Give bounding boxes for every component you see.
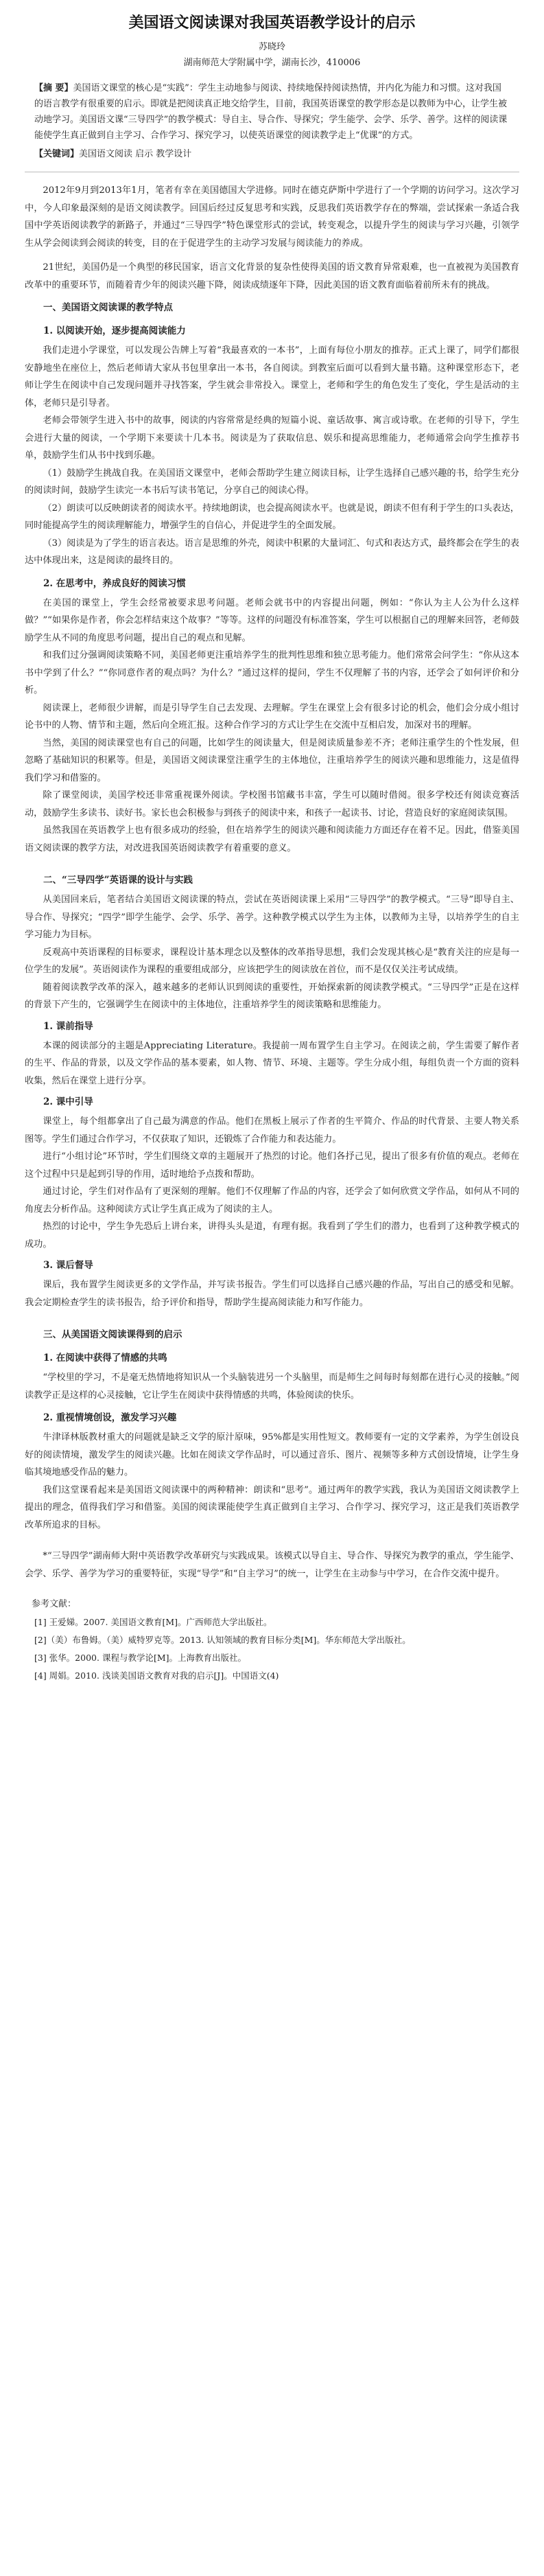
body-paragraph: 从美国回来后，笔者结合美国语文阅读课的特点，尝试在英语阅读课上采用“三导四学”的教学模式。“三导”即导自主、导合作、导探究；“四学”即学生能学、会学、乐学、善学。这种教学模式以学生为主体，以教师为主导，以培养学生的自主学习能力为目标。 — [25, 895, 519, 940]
article-title: 美国语文阅读课对我国英语教学设计的启示 — [128, 14, 416, 32]
footnote-text: *“三导四学”湖南师大附中英语教学改革研究与实践成果。该模式以导自主、导合作、导探究为教学的重点，学生能学、会学、乐学、善学为学习的重要特征，实现“导学”和“自主学习”的统一，让学生在主动参与中学习，在合作交流中提升。 — [25, 1551, 519, 1579]
body-paragraph: 随着阅读教学改革的深入，越来越多的老师认识到阅读的重要性，开始探索新的阅读教学模式。“三导四学”正是在这样的背景下产生的，它强调学生在阅读中的主体地位，注重培养学生的阅读策略和思维能力。 — [25, 982, 519, 1010]
references-list — [25, 1613, 519, 1685]
abstract-tag: 【摘 要】 — [34, 83, 73, 93]
subsection-heading: 1. 在阅读中获得了情感的共鸣 — [43, 1353, 167, 1364]
reference-item: [2]（美）布鲁姆。（美）威特罗克等。2013. 认知领域的教育目标分类[M]。华东师范大学出版社。 — [34, 1635, 411, 1645]
body-paragraph: “学校里的学习，不是毫无热情地将知识从一个头脑装进另一个头脑里，而是师生之间每时每刻都在进行心灵的接触。”阅读教学正是这样的心灵接触，它让学生在阅读中获得情感的共鸣，体验阅读的快乐。 — [25, 1372, 519, 1401]
body-paragraph: 反观高中英语课程的目标要求，课程设计基本理念以及整体的改革指导思想，我们会发现其核心是“教育关注的应是每一位学生的发展”。英语阅读作为课程的重要组成部分，应该把学生的阅读放在首位，而不是仅仅关注考试成绩。 — [25, 947, 519, 975]
keywords-tag: 【关键词】 — [34, 149, 80, 159]
subsection-heading: 2. 重视情境创设，激发学习兴趣 — [43, 1412, 177, 1423]
body-paragraph: 进行“小组讨论”环节时，学生们围绕文章的主题展开了热烈的讨论。他们各抒己见，提出了很多有价值的观点。老师在这个过程中只是起到引导的作用，适时地给予点拨和帮助。 — [25, 1151, 519, 1180]
reference-item: [3] 张华。2000. 课程与教学论[M]。上海教育出版社。 — [34, 1653, 246, 1663]
subsection-heading: 1. 课前指导 — [43, 1020, 93, 1032]
intro-paragraph: 2012年9月到2013年1月，笔者有幸在美国德国大学进修。同时在德克萨斯中学进行了一个学期的访问学习。这次学习中，今人印象最深刻的是语文阅读教学。回国后经过反复思考和实践，反思我们英语教学存在的弊端，尝试探索一条适合我国中学英语阅读教学的新路子，并通过“三导四学”特色课堂形式的尝试，转变观念，以提升学生的阅读与学习兴趣，引领学生从学会阅读到会阅读的转变，目的在于促进学生的主动学习发展与阅读能力的养成。 — [25, 185, 519, 249]
section-heading: 二、“三导四学”英语课的设计与实践 — [43, 875, 193, 886]
section-2 — [25, 871, 519, 1311]
section-1 — [25, 298, 519, 857]
body-paragraph: （3）阅读是为了学生的语言表达。语言是思维的外壳，阅读中积累的大量词汇、句式和表达方式，最终都会在学生的表达中体现出来，这是阅读的最终目的。 — [25, 538, 519, 566]
keywords — [34, 146, 510, 162]
affiliation: 湖南师范大学附属中学，湖南长沙，410006 — [183, 58, 361, 68]
intro-paragraph: 21世纪，美国仍是一个典型的移民国家，语言文化背景的复杂性使得美国的语文教育异常艰难，也一直被视为美国教育改革中的重要环节，而随着青少年的阅读兴趣下降，阅读成绩逐年下降，因此美国的语文教育面临着前所未有的挑战。 — [25, 262, 519, 290]
body-paragraph: 老师会带领学生进入书中的故事，阅读的内容常常是经典的短篇小说、童话故事、寓言或诗歌。在老师的引导下，学生会进行大量的阅读，一个学期下来要读十几本书。阅读是为了获取信息、娱乐和提高思维能力，老师通常会向学生推荐书单，鼓励学生们从书中找到乐趣。 — [25, 415, 519, 461]
subsection-heading: 3. 课后督导 — [43, 1260, 93, 1271]
subsection-heading: 2. 课中引导 — [43, 1096, 93, 1107]
body-paragraph: （1）鼓励学生挑战自我。在美国语文课堂中，老师会帮助学生建立阅读目标，让学生选择自己感兴趣的书，给学生充分的阅读时间，鼓励学生读完一本书后写读书笔记，分享自己的阅读心得。 — [25, 468, 519, 496]
body-paragraph: （2）朗读可以反映朗读者的阅读水平。持续地朗读，也会提高阅读水平。也就是说，朗读不但有利于学生的口头表达，同时能提高学生的阅读理解能力，增强学生的自信心，并促进学生的全面发展。 — [25, 503, 519, 531]
subsection-heading: 2. 在思考中，养成良好的阅读习惯 — [43, 577, 186, 589]
body-paragraph: 当然，美国的阅读课堂也有自己的问题，比如学生的阅读量大，但是阅读质量参差不齐；老师注重学生的个性发展，但忽略了基础知识的积累等。但是，美国语文阅读课堂注重学生的主体地位，注重培养学生的阅读兴趣和思维能力，这是值得我们学习和借鉴的。 — [25, 737, 519, 783]
reference-item: [1] 王爱娣。2007. 美国语文教育[M]。广西师范大学出版社。 — [34, 1617, 272, 1627]
abstract-block — [34, 80, 510, 162]
section-3 — [25, 1325, 519, 1534]
body-paragraph: 我们走进小学课堂，可以发现公告牌上写着“我最喜欢的一本书”，上面有每位小朋友的推荐。正式上课了，同学们都很安静地坐在座位上，然后老师请大家从书包里拿出一本书，各自阅读。到教室后面可以看到大量书籍。这种课堂形态下，老师让学生在阅读中自己发现问题并寻找答案，学生就会非常投入。课堂上，老师和学生的角色发生了变化，学生是活动的主体，老师只是引导者。 — [25, 345, 519, 409]
body-paragraph: 虽然我国在英语教学上也有很多成功的经验，但在培养学生的阅读兴趣和阅读能力方面还存在着不足。因此，借鉴美国语文阅读课的教学方法，对改进我国英语阅读教学有着重要的意义。 — [25, 825, 519, 853]
body-paragraph: 我们这堂课看起来是美国语文阅读课中的两种精神：朗读和“思考”。通过两年的教学实践，我认为美国语文阅读教学上提出的理念，值得我们学习和借鉴。美国的阅读课能使学生真正做到自主学习、合作学习、探究学习，这正是我们英语教学改革所追求的目标。 — [25, 1484, 519, 1530]
body-paragraph: 课堂上，每个组都拿出了自己最为满意的作品。他们在黑板上展示了作者的生平简介、作品的时代背景、主要人物关系图等。学生们通过合作学习，不仅获取了知识，还锻炼了合作能力和表达能力。 — [25, 1116, 519, 1145]
body-paragraph: 在美国的课堂上，学生会经常被要求思考问题。老师会就书中的内容提出问题，例如：“你认为主人公为什么这样做？”“如果你是作者，你会怎样结束这个故事？”等等。这样的问题没有标准答案，学生可以根据自己的理解来回答，老师鼓励学生从不同的角度思考问题，提出自己的观点和见解。 — [25, 597, 519, 643]
body-paragraph: 阅读课上，老师很少讲解，而是引导学生自己去发现、去理解。学生在课堂上会有很多讨论的机会，他们会分成小组讨论书中的人物、情节和主题，然后向全班汇报。这种合作学习的方式让学生在交流中互相启发，加深对书的理解。 — [25, 702, 519, 731]
footnote — [25, 1548, 519, 1583]
reference-item: [4] 周娟。2010. 浅谈美国语文教育对我的启示[J]。中国语文(4) — [34, 1670, 279, 1681]
section-heading: 三、从美国语文阅读课得到的启示 — [43, 1329, 182, 1340]
body-paragraph: 和我们过分强调阅读策略不同，美国老师更注重培养学生的批判性思维和独立思考能力。他们常常会问学生：“你从这本书中学到了什么？”“你同意作者的观点吗？为什么？”通过这样的提问，学生不仅理解了书的内容，还学会了如何评价和分析。 — [25, 650, 519, 695]
body-paragraph: 除了课堂阅读，美国学校还非常重视课外阅读。学校图书馆藏书丰富，学生可以随时借阅。很多学校还有阅读竞赛活动，鼓励学生多读书、读好书。家长也会积极参与到孩子的阅读中来，和孩子一起读书、讨论，营造良好的家庭阅读氛围。 — [25, 790, 519, 818]
body-paragraph: 牛津译林版教材重大的问题就是缺乏文学的原汁原味，95%都是实用性短文。教师要有一定的文学素养，为学生创设良好的阅读情境，激发学生的阅读兴趣。比如在阅读文学作品时，可以通过音乐、图片、视频等多种方式创设情境，让学生身临其境地感受作品的魅力。 — [25, 1432, 519, 1477]
section-heading: 一、美国语文阅读课的教学特点 — [43, 302, 173, 313]
subsection-heading: 1. 以阅读开始，逐步提高阅读能力 — [43, 325, 186, 336]
body-paragraph: 通过讨论，学生们对作品有了更深刻的理解。他们不仅理解了作品的内容，还学会了如何欣赏文学作品，如何从不同的角度去分析作品。这种阅读方式让学生真正成为了阅读的主人。 — [25, 1186, 519, 1215]
keywords-text: 美国语文阅读 启示 教学设计 — [79, 149, 192, 159]
abstract-text: 美国语文课堂的核心是“实践”：学生主动地参与阅读、持续地保持阅读热情，并内化为能力和习惯。这对我国的语言教学有很重要的启示。即就是把阅读真正地交给学生，目前，我国英语课堂的教学形态是以教师为中心，让学生被动地学习。美国语文课“三导四学”的教学模式：导自主、导合作、导探究；学生能学、会学、乐学、善学。这样的阅读课能使学生真正做到自主学习、合作学习、探究学习，以使英语课堂的阅读教学走上“优课”的方式。 — [34, 83, 508, 141]
author: 苏晓玲 — [258, 42, 285, 52]
references-title: 参考文献： — [32, 1599, 77, 1609]
body-paragraph: 本课的阅读部分的主题是Appreciating Literature。我提前一周布置学生自主学习。在阅读之前，学生需要了解作者的生平、作品的背景，以及文学作品的基本要素，如人物、情节、环境、主题等。学生分成小组，每组负责一个方面的资料收集，然后在课堂上进行分享。 — [25, 1040, 519, 1086]
body-paragraph: 热烈的讨论中，学生争先恐后上讲台来，讲得头头是道，有理有据。我看到了学生们的潜力，也看到了这种教学模式的成功。 — [25, 1221, 519, 1250]
intro-section — [25, 182, 519, 294]
body-paragraph: 课后，我布置学生阅读更多的文学作品，并写读书报告。学生们可以选择自己感兴趣的作品，写出自己的感受和见解。我会定期检查学生的读书报告，给予评价和指导，帮助学生提高阅读能力和写作能力。 — [25, 1280, 519, 1308]
